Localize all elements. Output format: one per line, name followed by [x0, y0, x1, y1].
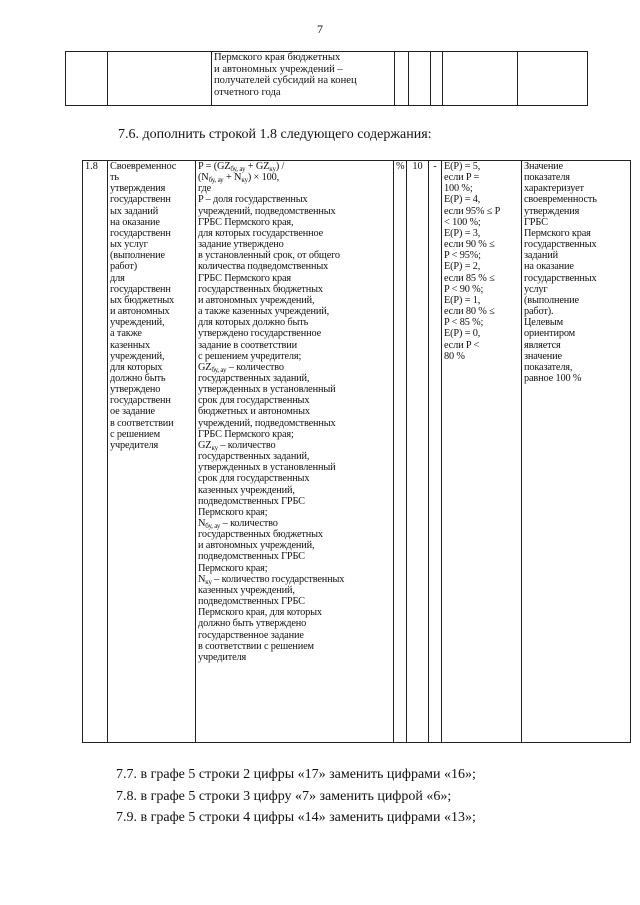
formula-line: задание утверждено: [198, 239, 284, 251]
note-line: государственных: [524, 239, 597, 251]
name-line: ое задание: [110, 406, 155, 418]
note-line: показателя,: [524, 361, 573, 373]
name-line: утверждено: [110, 384, 161, 396]
note-line: показателя: [524, 172, 570, 184]
instruction-7-9: 7.9. в графе 5 строки 4 цифры «14» заменить цифрами «13»;: [116, 810, 476, 825]
name-line: с решением: [110, 428, 160, 440]
formula-line: утвержденных в установленный: [198, 462, 336, 474]
note-line: является: [524, 339, 561, 351]
formula-cell: [196, 161, 394, 743]
formula-line: государственное задание: [198, 629, 304, 641]
name-line: на оказание: [110, 216, 160, 228]
formula-line: подведомственных ГРБС: [198, 495, 305, 507]
formula-line: казенных учреждений,: [198, 484, 295, 496]
previous-table-fragment: [65, 51, 588, 106]
instruction-7-8: 7.8. в графе 5 строки 3 цифру «7» заменить цифрой «6»;: [116, 789, 452, 804]
note-line: равное 100 %: [524, 372, 582, 384]
name-line: ых заданий: [110, 205, 159, 217]
weight-cell: [407, 161, 429, 743]
note-line: услуг: [524, 283, 548, 295]
formula-line: $GZ_{ку}$ – количество: [198, 439, 276, 452]
row-number: 1.8: [85, 161, 98, 172]
formula-line: $(N_{бу, ау} + N_{ку}) \times 100$,: [198, 172, 280, 185]
name-line: Своевременнос: [110, 161, 177, 172]
name-line: для: [110, 272, 125, 284]
score-line: если P <: [444, 339, 480, 351]
formula-line: учреждений, подведомственных: [198, 417, 336, 429]
name-line: (выполнение: [110, 250, 165, 262]
note-line: утверждения: [524, 205, 580, 217]
note-line: заданий: [524, 250, 558, 262]
note-line: значение: [524, 350, 562, 362]
formula-line: Пермского края;: [198, 506, 268, 518]
score-line: если 90 % ≤: [444, 239, 495, 251]
score-line: 80 %: [444, 350, 465, 362]
name-line: государственн: [110, 194, 171, 206]
name-line: ых услуг: [110, 239, 148, 251]
formula-line: государственных заданий,: [198, 451, 310, 463]
note-line: своевременность: [524, 194, 597, 206]
dash-value: -: [433, 161, 437, 172]
score-line: если 80 % ≤: [444, 306, 495, 318]
formula-line: государственных бюджетных: [198, 529, 323, 541]
fragment-cell-score: [443, 52, 518, 106]
formula-line: и автономных учреждений,: [198, 540, 315, 552]
note-line: государственных: [524, 272, 597, 284]
fragment-cell-dash: [431, 52, 443, 106]
name-line: учреждений,: [110, 350, 165, 362]
formula-line: подведомственных ГРБС: [198, 596, 305, 608]
name-line: ть: [110, 172, 119, 184]
formula-line: ГРБС Пермского края,: [198, 216, 294, 228]
formula-line: $GZ_{бу, ау}$ – количество: [198, 361, 284, 374]
name-line: утверждения: [110, 183, 166, 195]
fragment-line: и автономных учреждений –: [214, 63, 343, 75]
dash-cell: [429, 161, 442, 743]
formula-line: а также казенных учреждений,: [198, 306, 330, 318]
fragment-cell-name: [108, 52, 212, 106]
formula-line: ГРБС Пермского края: [198, 272, 291, 284]
formula-line: $N_{ку}$ – количество государственных: [198, 573, 345, 586]
row-1-8-table: [82, 160, 631, 743]
fragment-cell-weight: [409, 52, 431, 106]
score-line: < 100 %;: [444, 216, 481, 228]
formula-line: срок для государственных: [198, 473, 310, 485]
fragment-line: получателей субсидий на конец: [214, 75, 357, 86]
fragment-cell-formula: [212, 52, 395, 106]
fragment-cell-number: [66, 52, 108, 106]
note-line: работ).: [524, 306, 554, 318]
name-line: учредителя: [110, 439, 159, 451]
name-line: работ): [110, 261, 137, 273]
page-number: 7: [317, 22, 323, 36]
formula-line: $P = (GZ_{бу, ау} + GZ_{ку})$ /: [198, 161, 285, 173]
note-line: Пермского края: [524, 227, 591, 239]
name-line: а также: [110, 328, 142, 340]
instruction-7-6: 7.6. дополнить строкой 1.8 следующего содержания:: [118, 127, 432, 142]
formula-line: бюджетных и автономных: [198, 406, 310, 418]
unit-value: %: [396, 161, 405, 172]
formula-line: $N_{бу, ау}$ – количество: [198, 518, 278, 530]
fragment-line: Пермского края бюджетных: [214, 52, 341, 63]
formula-line: ГРБС Пермского края;: [198, 428, 294, 440]
note-line: на оказание: [524, 261, 574, 273]
formula-line: государственных бюджетных: [198, 283, 323, 295]
formula-line: утвержденных в установленный: [198, 384, 336, 396]
name-line: и автономных: [110, 306, 170, 318]
formula-line: учредителя: [198, 651, 247, 663]
fragment-line: отчетного года: [214, 86, 281, 98]
name-line: государственн: [110, 395, 171, 407]
score-line: E(P) = 4,: [444, 194, 481, 206]
formula-line: утверждено государственное: [198, 328, 321, 340]
name-line: учреждений,: [110, 317, 165, 329]
score-line: P < 95%;: [444, 250, 481, 262]
instruction-7-7: 7.7. в графе 5 строки 2 цифры «17» заменить цифрами «16»;: [116, 767, 476, 782]
formula-line: подведомственных ГРБС: [198, 551, 305, 563]
formula-line: для которых должно быть: [198, 317, 309, 329]
indicator-name-cell: [108, 161, 196, 743]
score-line: если 85 % ≤: [444, 272, 495, 284]
score-line: E(P) = 2,: [444, 261, 481, 273]
note-line: ориентиром: [524, 328, 576, 340]
note-line: ГРБС: [524, 216, 548, 228]
note-line: Значение: [524, 161, 563, 172]
formula-line: Пермского края;: [198, 562, 268, 574]
score-line: P < 85 %;: [444, 317, 484, 329]
formula-line: задание в соответствии: [198, 339, 297, 351]
score-line: E(P) = 0,: [444, 328, 481, 340]
formula-line: учреждений, подведомственных: [198, 205, 336, 217]
note-cell: [522, 161, 631, 743]
name-line: казенных: [110, 339, 150, 351]
score-line: P < 90 %;: [444, 283, 484, 295]
name-line: в соответствии: [110, 417, 174, 429]
name-line: государственн: [110, 227, 171, 239]
formula-line: с решением учредителя;: [198, 350, 302, 362]
score-line: E(P) = 5,: [444, 161, 481, 172]
unit-cell: [394, 161, 407, 743]
score-line: если 95% ≤ P: [444, 205, 501, 217]
fragment-cell-note: [518, 52, 588, 106]
note-line: (выполнение: [524, 294, 579, 306]
formula-where: где: [198, 183, 212, 195]
name-line: для которых: [110, 361, 163, 373]
name-line: ых бюджетных: [110, 294, 175, 306]
row-number-cell: [83, 161, 108, 743]
note-line: Целевым: [524, 317, 563, 329]
formula-line: и автономных учреждений,: [198, 294, 315, 306]
score-line: 100 %;: [444, 183, 473, 195]
formula-line: P – доля государственных: [198, 194, 308, 206]
score-line: E(P) = 3,: [444, 227, 481, 239]
score-line: если P =: [444, 172, 480, 184]
formula-line: Пермского края, для которых: [198, 607, 322, 619]
formula-line: государственных заданий,: [198, 372, 310, 384]
formula-line: в соответствии с решением: [198, 640, 314, 652]
weight-value: 10: [412, 161, 423, 172]
formula-line: для которых государственное: [198, 227, 324, 239]
formula-line: в установленный срок, от общего: [198, 250, 340, 262]
score-line: E(P) = 1,: [444, 294, 481, 306]
formula-line: количества подведомственных: [198, 261, 329, 273]
formula-line: срок для государственных: [198, 395, 310, 407]
score-cell: [442, 161, 522, 743]
fragment-cell-unit: [395, 52, 409, 106]
formula-line: казенных учреждений,: [198, 584, 295, 596]
note-line: характеризует: [524, 183, 584, 195]
name-line: должно быть: [110, 372, 166, 384]
formula-line: должно быть утверждено: [198, 618, 307, 630]
name-line: государственн: [110, 283, 171, 295]
